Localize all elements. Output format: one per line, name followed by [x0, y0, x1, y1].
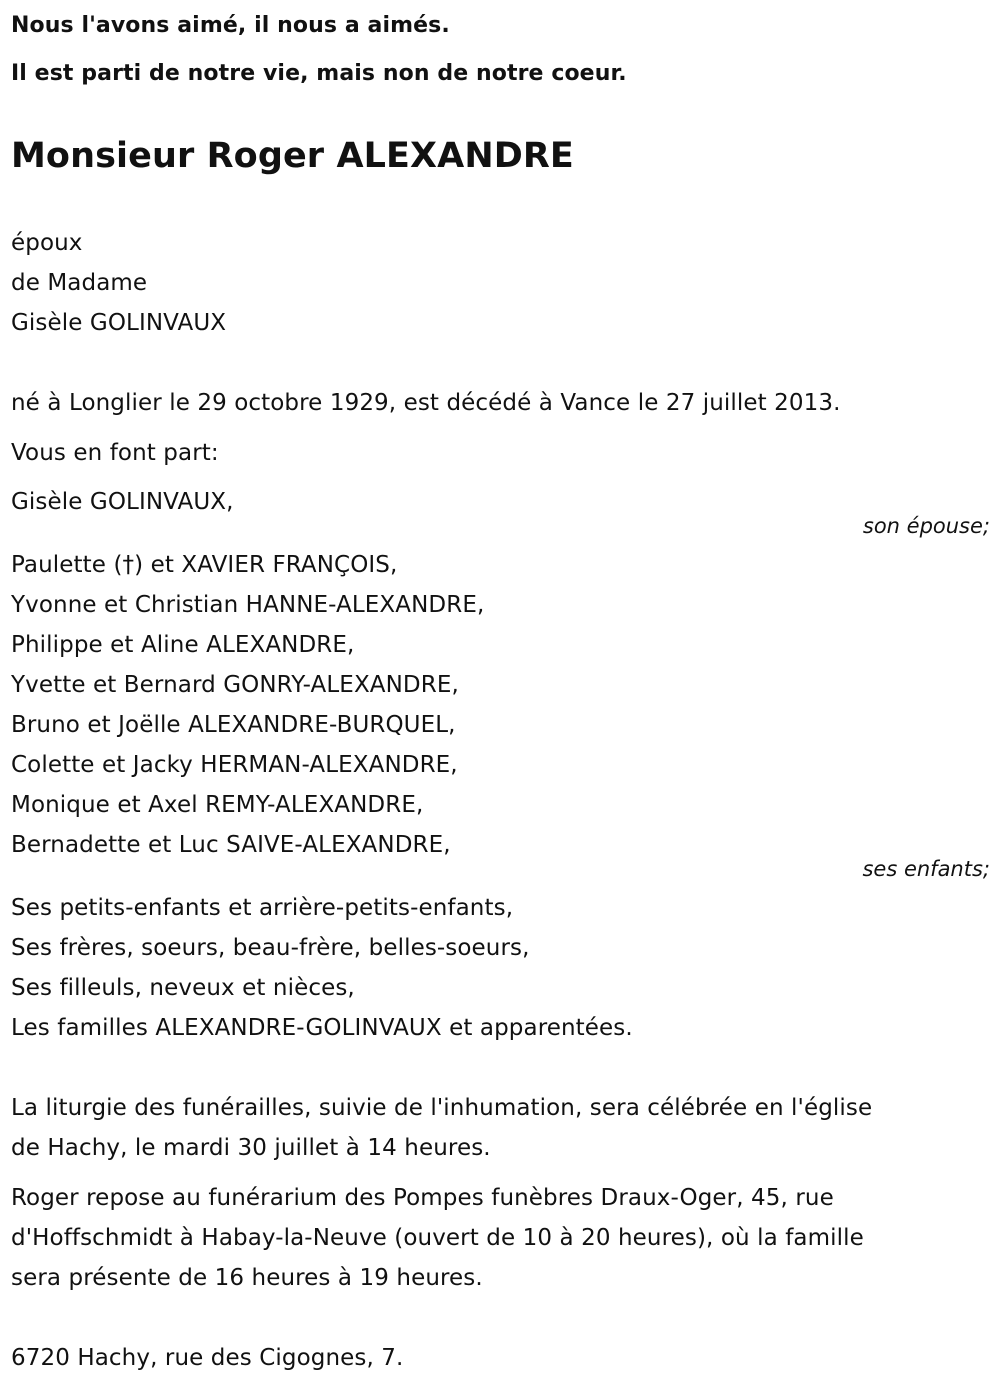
child-line: Paulette (†) et XAVIER FRANÇOIS,: [11, 552, 398, 578]
quote-line-2: Il est parti de notre vie, mais non de notre coeur.: [11, 61, 627, 86]
spouse-entry: Gisèle GOLINVAUX,: [11, 489, 234, 515]
relatives-line: Les familles ALEXANDRE-GOLINVAUX et apparentées.: [11, 1015, 633, 1041]
relatives-line: Ses filleuls, neveux et nièces,: [11, 975, 355, 1001]
funerarium-line: Roger repose au funérarium des Pompes funèbres Draux-Oger, 45, rue: [11, 1185, 834, 1211]
spouse-role: son épouse;: [862, 514, 990, 538]
child-line: Philippe et Aline ALEXANDRE,: [11, 632, 355, 658]
quote-line-1: Nous l'avons aimé, il nous a aimés.: [11, 13, 450, 38]
children-role: ses enfants;: [862, 857, 990, 881]
family-address: 6720 Hachy, rue des Cigognes, 7.: [11, 1345, 404, 1371]
child-line: Yvonne et Christian HANNE-ALEXANDRE,: [11, 592, 485, 618]
spouse-line-2: de Madame: [11, 270, 148, 296]
funerarium-line: sera présente de 16 heures à 19 heures.: [11, 1265, 483, 1291]
child-line: Bernadette et Luc SAIVE-ALEXANDRE,: [11, 832, 451, 858]
child-line: Colette et Jacky HERMAN-ALEXANDRE,: [11, 752, 458, 778]
spouse-line-3: Gisèle GOLINVAUX: [11, 310, 227, 336]
liturgy-line: La liturgie des funérailles, suivie de l'inhumation, sera célébrée en l'église: [11, 1095, 873, 1121]
relatives-line: Ses frères, soeurs, beau-frère, belles-soeurs,: [11, 935, 530, 961]
announce-intro: Vous en font part:: [11, 440, 219, 466]
funerarium-line: d'Hoffschmidt à Habay-la-Neuve (ouvert de 10 à 20 heures), où la famille: [11, 1225, 864, 1251]
child-line: Yvette et Bernard GONRY-ALEXANDRE,: [11, 672, 459, 698]
spouse-line-1: époux: [11, 230, 83, 256]
child-line: Monique et Axel REMY-ALEXANDRE,: [11, 792, 424, 818]
relatives-line: Ses petits-enfants et arrière-petits-enfants,: [11, 895, 514, 921]
child-line: Bruno et Joëlle ALEXANDRE-BURQUEL,: [11, 712, 456, 738]
birth-death-text: né à Longlier le 29 octobre 1929, est décédé à Vance le 27 juillet 2013.: [11, 390, 841, 416]
liturgy-line: de Hachy, le mardi 30 juillet à 14 heures.: [11, 1135, 491, 1161]
deceased-name: Monsieur Roger ALEXANDRE: [11, 136, 574, 176]
